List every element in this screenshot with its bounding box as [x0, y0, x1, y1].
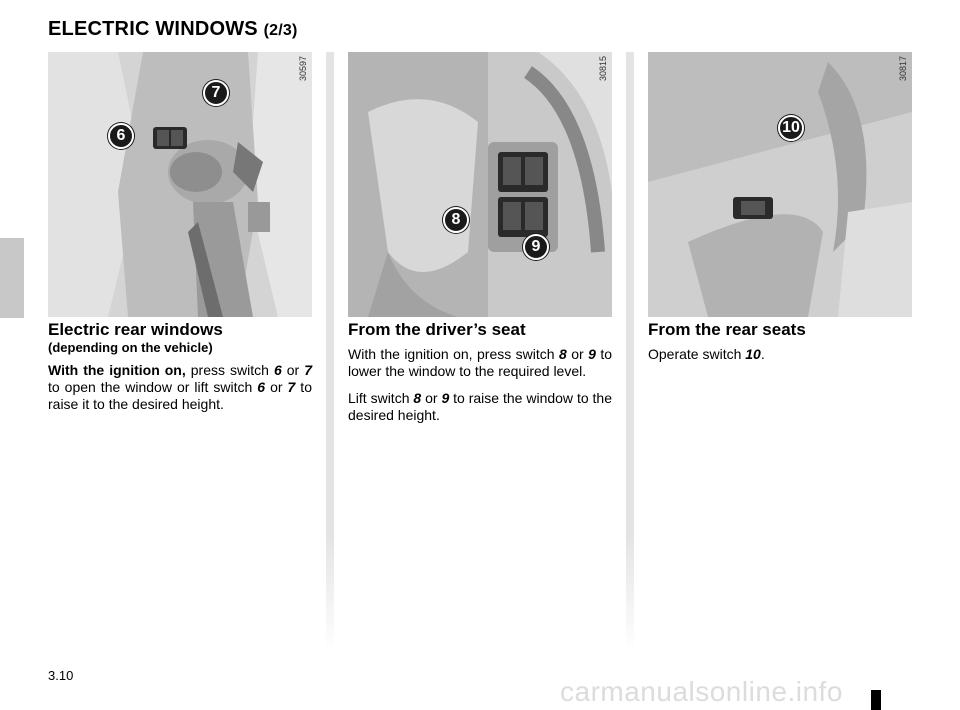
callout-6: 6 [108, 123, 134, 149]
callout-10: 10 [778, 115, 804, 141]
switch-ref: 7 [287, 379, 296, 395]
section-heading: From the rear seats [648, 320, 806, 339]
text-run: or [281, 362, 305, 378]
figure-reference-code: 30815 [598, 56, 608, 82]
callout-8: 8 [443, 207, 469, 233]
switch-ref: 8 [413, 390, 422, 406]
title-text: ELECTRIC WINDOWS [48, 18, 258, 40]
text-run: to raise it to the desired height. [48, 379, 312, 412]
centre-console-illustration [48, 52, 312, 317]
switch-ref: 8 [558, 346, 567, 362]
switch-ref: 6 [257, 379, 266, 395]
figure-reference-code: 30817 [898, 56, 908, 82]
text-run: or [421, 390, 442, 406]
instruction-paragraph [348, 390, 612, 424]
text-run: Operate switch [648, 346, 746, 362]
photo-driver-door [348, 52, 612, 317]
section-from-rear-seats [648, 320, 912, 363]
callout-9: 9 [523, 234, 549, 260]
callout-7: 7 [203, 80, 229, 106]
text-run: press switch [185, 362, 274, 378]
text-run: to lower the window to the required level. [348, 346, 612, 379]
section-heading: From the driver’s seat [348, 320, 526, 339]
switch-ref: 9 [588, 346, 596, 362]
text-run: or [265, 379, 288, 395]
title-page-indicator: (2/3) [263, 22, 298, 39]
bold-lead: With the ignition on, [48, 362, 186, 378]
watermark-text: carmanualsonline.info [560, 676, 843, 707]
switch-ref: 6 [273, 362, 282, 378]
section-electric-rear-windows [48, 320, 312, 413]
section-note: (depending on the vehicle) [48, 340, 213, 355]
text-run: . [760, 346, 765, 362]
page-number: 3.10 [48, 668, 74, 683]
page-edge-marker [871, 690, 881, 710]
figure-reference-code: 30597 [298, 56, 308, 82]
column-divider [326, 52, 334, 652]
text-run: Lift switch [348, 390, 414, 406]
column-divider [626, 52, 634, 652]
text-run: to open the window or lift switch [48, 379, 258, 395]
instruction-paragraph [48, 362, 312, 413]
text-run: or [566, 346, 589, 362]
switch-ref: 9 [441, 390, 450, 406]
section-heading: Electric rear windows [48, 320, 223, 339]
switch-ref: 7 [304, 362, 312, 378]
section-from-drivers-seat [348, 320, 612, 424]
text-run: to raise the window to the desired height. [348, 390, 612, 423]
section-tab [0, 238, 24, 318]
switch-ref: 10 [745, 346, 761, 362]
instruction-paragraph [348, 346, 612, 380]
photo-rear-door [648, 52, 912, 317]
photo-centre-console [48, 52, 312, 317]
text-run: With the ignition on, press switch [348, 346, 559, 362]
driver-door-illustration [348, 52, 612, 317]
rear-door-illustration [648, 52, 912, 317]
instruction-paragraph [648, 346, 912, 363]
page-title [48, 18, 298, 41]
